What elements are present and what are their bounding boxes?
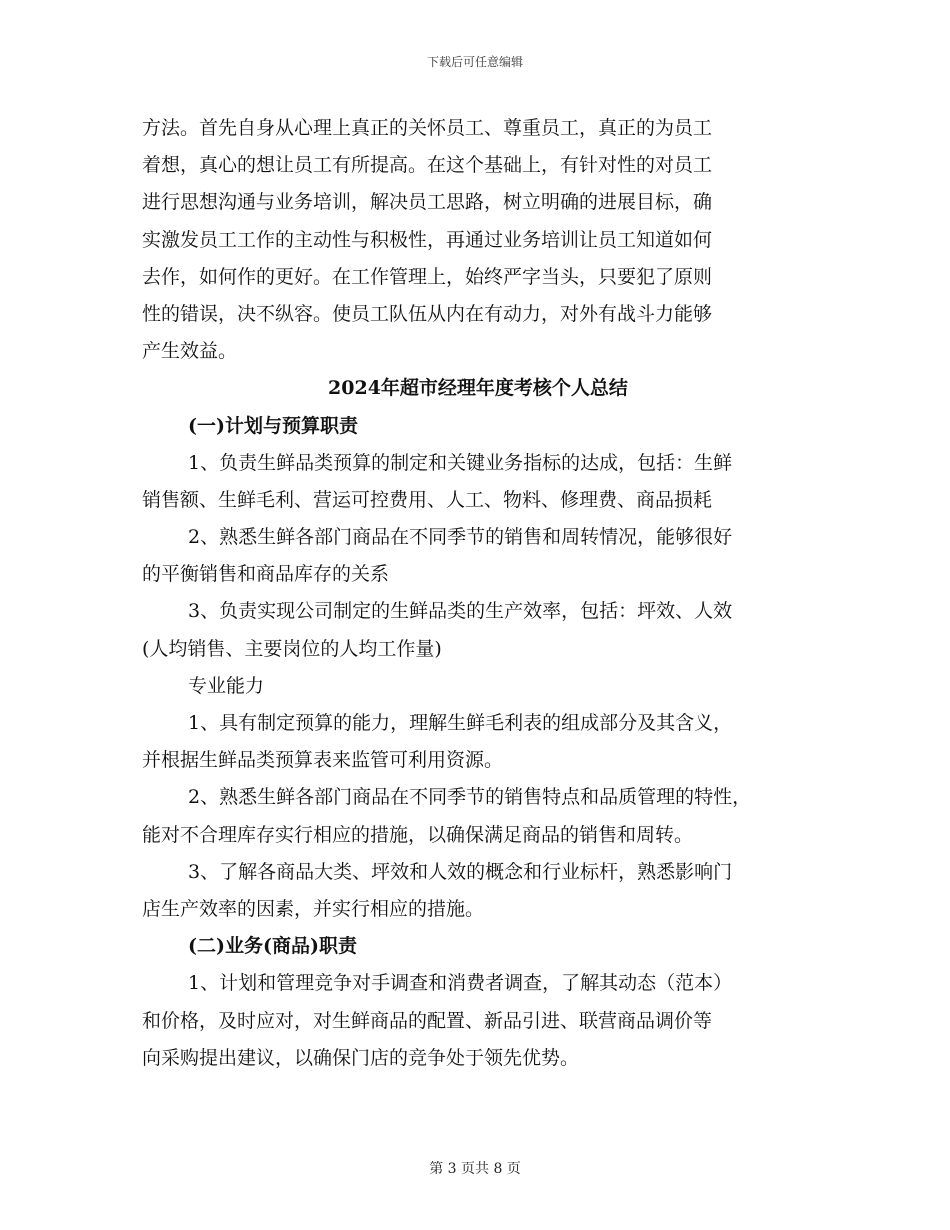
page-header: 下载后可任意编辑 (426, 55, 523, 69)
text-line: 的平衡销售和商品库存的关系 (142, 563, 390, 586)
text-line: 店生产效率的因素，并实行相应的措施。 (142, 897, 485, 920)
text-line: 2、熟悉生鲜各部门商品在不同季节的销售特点和品质管理的特性， (188, 786, 752, 809)
text-line: 着想，真心的想让员工有所提高。在这个基础上，有针对性的对员工 (142, 154, 713, 177)
text-line: 能对不合理库存实行相应的措施，以确保满足商品的销售和周转。 (142, 823, 694, 846)
text-line: 产生效益。 (142, 340, 238, 363)
text-line: 性的错误，决不纵容。使员工队伍从内在有动力，对外有战斗力能够 (142, 302, 713, 325)
section-heading: (二)业务(商品)职责 (188, 935, 357, 958)
text-line: 专业能力 (188, 674, 265, 697)
text-line: 方法。首先自身从心理上真正的关怀员工、尊重员工，真正的为员工 (142, 117, 713, 139)
text-line: 销售额、生鲜毛利、营运可控费用、人工、物料、修理费、商品损耗 (142, 488, 713, 511)
text-line: 向采购提出建议，以确保门店的竞争处于领先优势。 (142, 1046, 580, 1069)
document-body (142, 110, 814, 1077)
text-line: 和价格，及时应对，对生鲜商品的配置、新品引进、联营商品调价等 (142, 1009, 713, 1032)
section-title: 2024年超市经理年度考核个人总结 (328, 377, 628, 400)
text-line: 1、计划和管理竞争对手调查和消费者调查，了解其动态（范本） (188, 972, 733, 995)
text-line: 3、负责实现公司制定的生鲜品类的生产效率，包括：坪效、人效 (188, 600, 733, 623)
text-line: 去作，如何作的更好。在工作管理上，始终严字当头，只要犯了原则 (142, 265, 713, 288)
text-line: (人均销售、主要岗位的人均工作量) (142, 637, 442, 660)
text-line: 1、具有制定预算的能力，理解生鲜毛利表的组成部分及其含义， (188, 712, 733, 734)
text-line: 1、负责生鲜品类预算的制定和关键业务指标的达成，包括：生鲜 (188, 451, 733, 474)
text-line: 并根据生鲜品类预算表来监管可利用资源。 (142, 749, 504, 772)
text-line: 进行思想沟通与业务培训，解决员工思路，树立明确的进展目标，确 (142, 191, 713, 214)
text-line: 3、了解各商品大类、坪效和人效的概念和行业标杆，熟悉影响门 (188, 860, 733, 883)
section-heading: (一)计划与预算职责 (188, 414, 358, 437)
page-footer: 第 3 页共 8 页 (429, 1161, 521, 1177)
text-line: 2、熟悉生鲜各部门商品在不同季节的销售和周转情况，能够很好 (188, 526, 733, 549)
text-line: 实激发员工工作的主动性与积极性，再通过业务培训让员工知道如何 (142, 228, 713, 251)
